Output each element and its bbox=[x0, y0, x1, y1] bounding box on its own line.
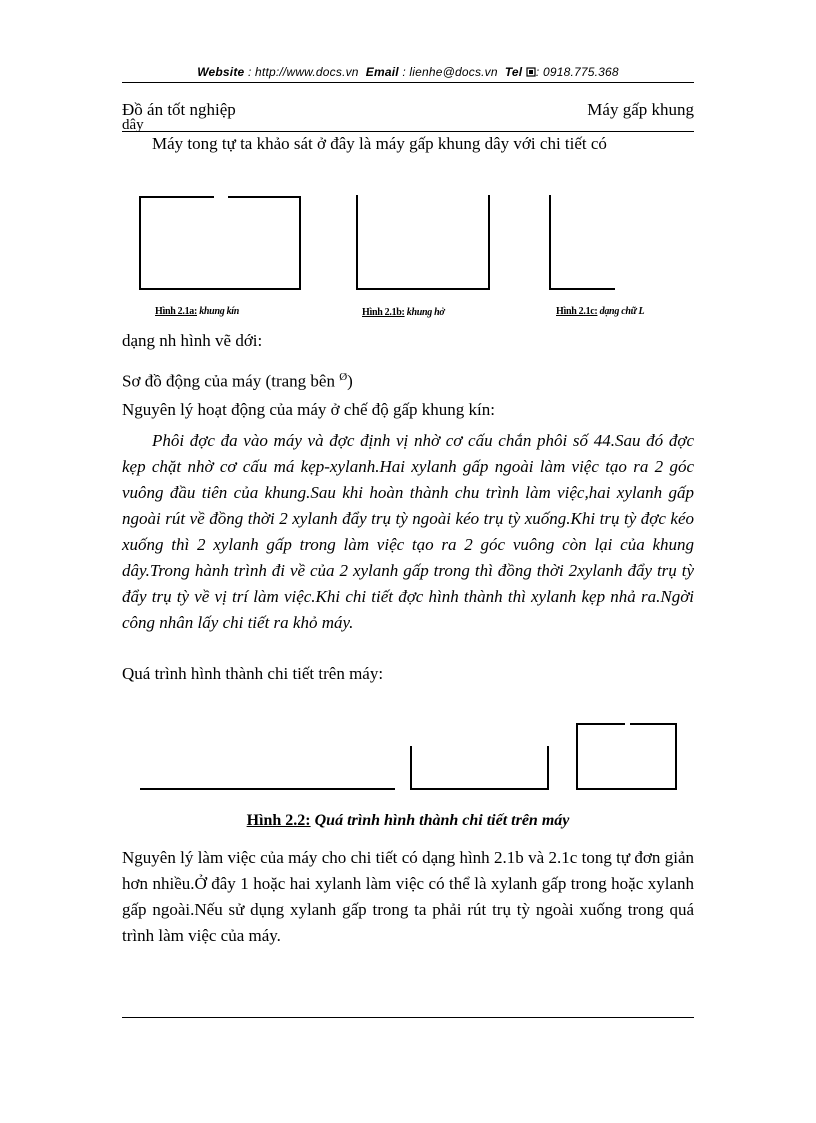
intro-line: Máy tong tự ta khảo sát ở đây là máy gấp khung dây với chi tiết có bbox=[152, 134, 607, 153]
caption-2-1c-label: Hình 2.1c: bbox=[556, 306, 598, 317]
website-url[interactable]: http://www.docs.vn bbox=[255, 65, 359, 79]
tel-value: : 0918.775.368 bbox=[535, 65, 619, 79]
email-value[interactable]: lienhe@docs.vn bbox=[409, 65, 498, 79]
shape-u-wire bbox=[411, 746, 548, 789]
diagram-reference-line bbox=[122, 364, 694, 395]
caption-2-1b bbox=[362, 307, 445, 318]
principle-body: Phôi đợc đa vào máy và đợc định vị nhờ cơ cấu chắn phôi số 44.Sau đó đợc kẹp chặt nhờ cơ cấu má kẹp-xylanh.Hai xylanh gấp ngoài làm việc tạo ra 2 góc vuông đầu tiên của khung.Sau khi hoàn thành chu trình làm việc,hai xylanh gấp ngoài rút về đồng thời 2 xylanh đẩy trụ tỳ ngoài kéo trụ tỳ xuống.Khi trụ tỳ đợc kéo xuống thì 2 xylanh gấp trong làm việc tạo ra 2 góc vuông còn lại của khung dây.Trong hành trình đi về của 2 xylanh gấp trong thì đồng thời 2xylanh đẩy trụ tỳ đẩy trụ tỳ về vị trí làm việc.Khi chi tiết đợc hình thành thì xylanh kẹp nhả ra.Ngời công nhân lấy chi tiết ra khỏ máy. bbox=[122, 431, 694, 632]
email-sep: : bbox=[398, 65, 410, 79]
footer-rule bbox=[122, 1017, 694, 1018]
caption-2-1a-label: Hình 2.1a: bbox=[155, 306, 198, 317]
shape-l-frame bbox=[550, 195, 615, 289]
website-label: Website bbox=[197, 65, 245, 79]
figure-2-1 bbox=[0, 0, 816, 340]
tel-label: Tel bbox=[504, 65, 523, 79]
shape-closed-frame bbox=[140, 197, 300, 289]
section-header-continuation: dây bbox=[122, 117, 144, 133]
caption-2-1c-text: dạng chữ L bbox=[597, 306, 645, 317]
caption-2-1b-text: khung hở bbox=[404, 307, 445, 318]
after-figures-line: dạng nh hình vẽ dới: bbox=[122, 331, 263, 350]
figure-2-2 bbox=[0, 700, 816, 800]
caption-2-1b-label: Hình 2.1b: bbox=[362, 307, 405, 318]
caption-2-2-label: Hình 2.2: bbox=[246, 812, 311, 829]
process-heading: Quá trình hình thành chi tiết trên máy: bbox=[122, 664, 384, 683]
caption-2-2-text: Quá trình hình thành chi tiết trên máy bbox=[310, 812, 570, 829]
caption-2-1a bbox=[155, 306, 239, 317]
diagram-reference-close: ) bbox=[347, 371, 353, 391]
section-header-right: Máy gấp khung bbox=[587, 100, 694, 119]
caption-2-1c bbox=[556, 306, 644, 317]
shape-open-frame bbox=[357, 195, 489, 289]
closing-paragraph: Nguyên lý làm việc của máy cho chi tiết có dạng hình 2.1b và 2.1c tong tự đơn giản hơn nhiều.Ở đây 1 hoặc hai xylanh làm việc có thể là xylanh gấp trong hoặc xylanh gấp ngoài.Nếu sử dụng xylanh gấp trong ta phải rút trụ tỳ ngoài xuống trong quá trình làm việc của máy. bbox=[122, 848, 694, 945]
shape-closed-wire bbox=[577, 724, 676, 789]
section-header-left: Đồ án tốt nghiệp bbox=[122, 100, 236, 119]
email-label: Email bbox=[365, 65, 399, 79]
principle-heading: Nguyên lý hoạt động của máy ở chế độ gấp khung kín: bbox=[122, 400, 495, 419]
website-sep: : bbox=[244, 65, 256, 79]
diagram-reference-symbol: Ø bbox=[339, 371, 348, 383]
caption-2-1a-text: khung kín bbox=[197, 306, 240, 317]
diagram-reference-text: Sơ đồ động của máy (trang bên bbox=[122, 371, 340, 391]
caption-2-2 bbox=[122, 812, 694, 830]
